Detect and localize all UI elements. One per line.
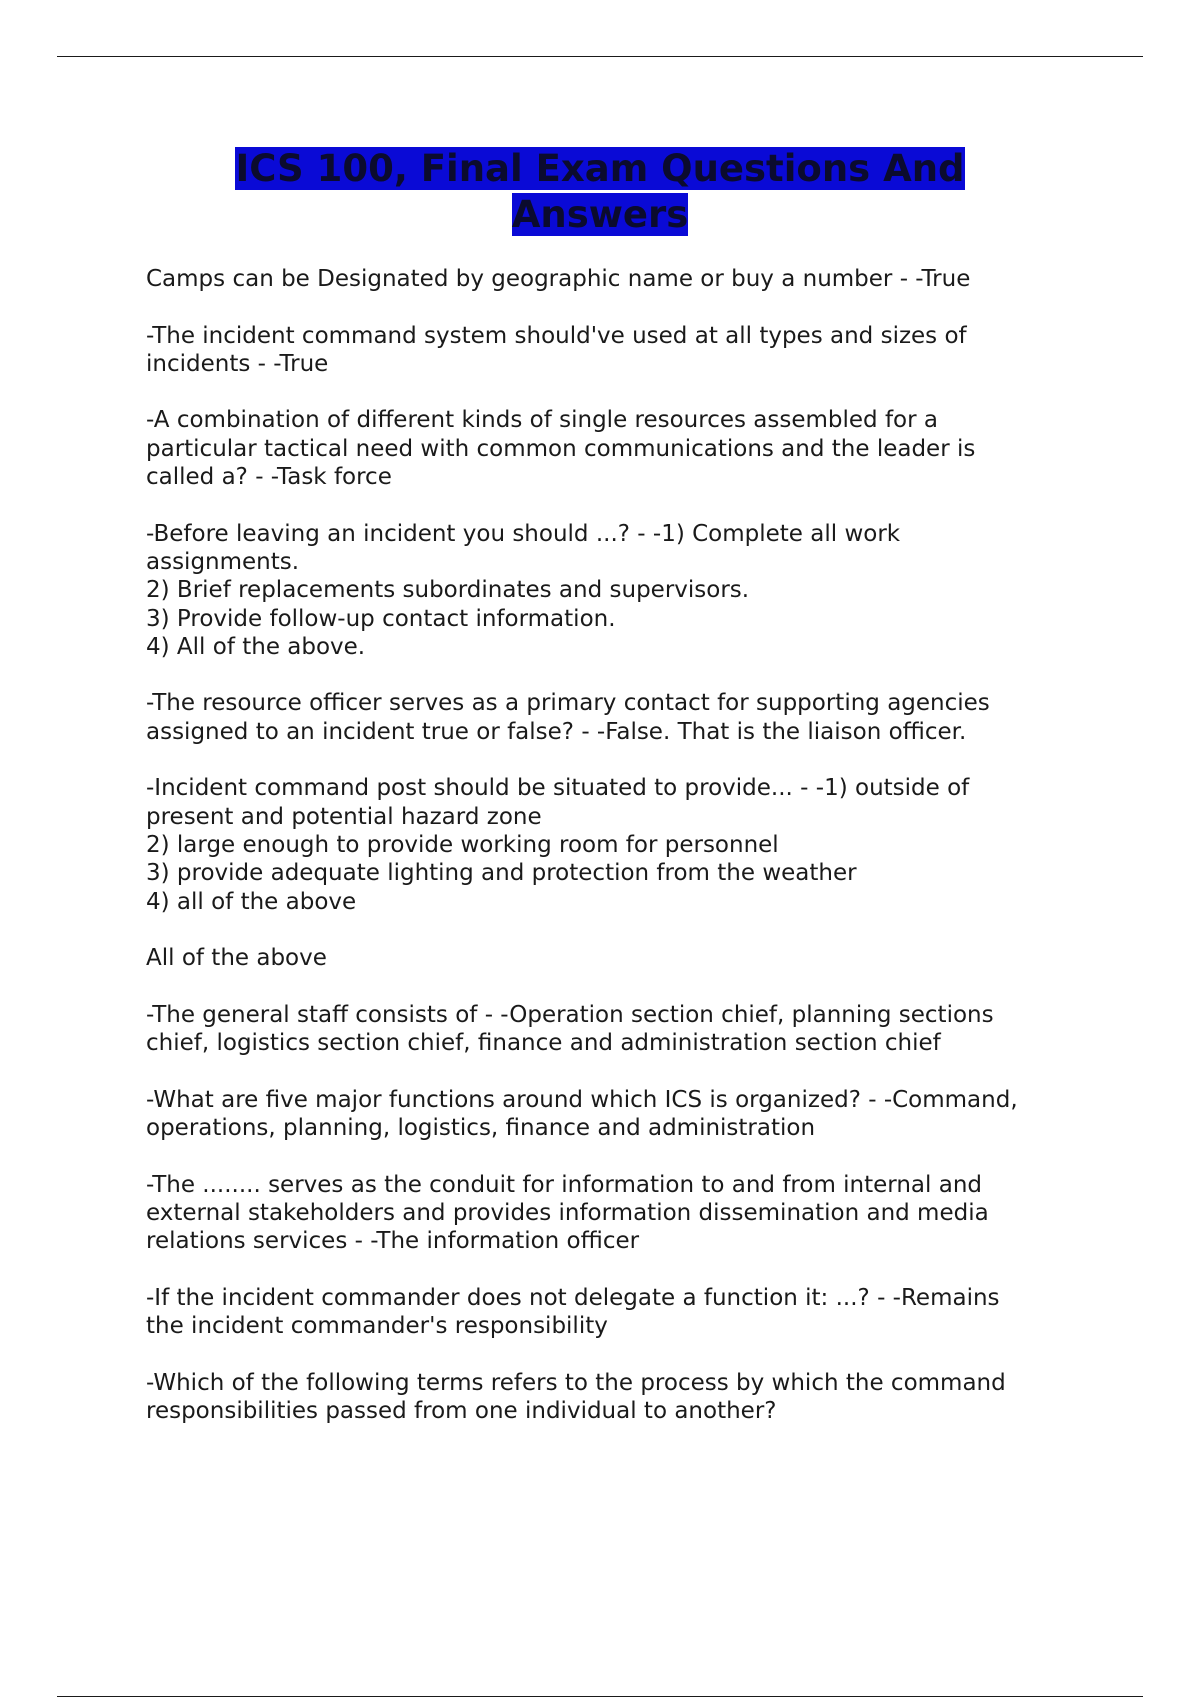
page-title: ICS 100, Final Exam Questions And Answers [235, 147, 965, 236]
qa-item: All of the above [146, 945, 327, 972]
qa-item: -What are five major functions around which ICS is organized? - -Command, operations, planning, logistics, finance and administration [146, 1086, 1018, 1141]
qa-item: -If the incident commander does not delegate a function it: ...? - -Remains the incident commander's responsibility [146, 1284, 1000, 1339]
qa-item: -The incident command system should've used at all types and sizes of incidents - -True [146, 322, 967, 377]
qa-item: -The resource officer serves as a primary contact for supporting agencies assigned to an incident true or false? - -False. That is the liaison officer. [146, 690, 990, 745]
qa-item: -Before leaving an incident you should ...? - -1) Complete all work assignments. 2) Brief replacements subordinates and supervisors. 3) Provide follow-up contact information. 4) All of the above. [146, 520, 901, 660]
title-area [0, 146, 1200, 238]
qa-item: -The ........ serves as the conduit for information to and from internal and external stakeholders and provides information dissemination and media relations services - -The information officer [146, 1171, 989, 1255]
qa-item: -Incident command post should be situated to provide... - -1) outside of present and potential hazard zone 2) large enough to provide working room for personnel 3) provide adequate lighting and protection from the weather 4) all of the above [146, 775, 970, 915]
qa-item: -The general staff consists of - -Operation section chief, planning sections chief, logistics section chief, finance and administration section chief [146, 1001, 994, 1057]
qa-content [146, 265, 1096, 1453]
qa-item: -Which of the following terms refers to the process by which the command responsibilities passed from one individual to another? [146, 1369, 1006, 1424]
qa-item: Camps can be Designated by geographic name or buy a number - -True [146, 266, 971, 292]
qa-item: -A combination of different kinds of single resources assembled for a particular tactical need with common communications and the leader is called a? - -Task force [146, 407, 976, 491]
top-rule [57, 56, 1143, 57]
bottom-rule [57, 1696, 1143, 1697]
